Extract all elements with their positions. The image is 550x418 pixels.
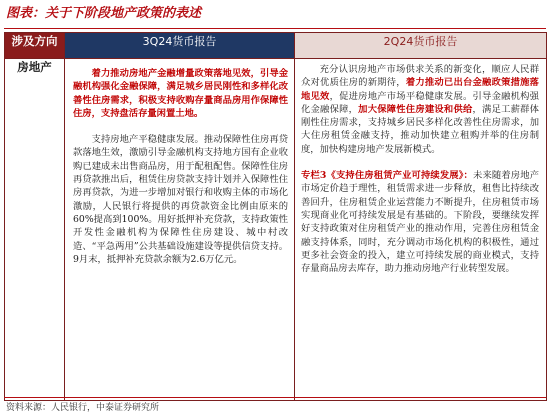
q3-emphasis-paragraph: 着力推动房地产金融增量政策落地见效，引导金融机构强化金融保障，满足城乡居民刚性和多样化改善性住房需求，积极支持收购存量商品房用作保障性住房，支持盘活存量闲置土地。 bbox=[73, 68, 288, 119]
source-divider bbox=[4, 397, 546, 398]
source-note: 资料来源：人民银行，中泰证券研究所 bbox=[6, 403, 160, 413]
q2-column-paragraph bbox=[301, 169, 539, 275]
table-row bbox=[5, 59, 547, 401]
q2-text-1: 充分认识房地产市场供求关系的新变化，顺应人民群众对优质住房的新期待， bbox=[301, 64, 539, 89]
row-label-real-estate: 房地产 bbox=[5, 59, 65, 401]
policy-table bbox=[4, 32, 547, 401]
q2-emphasis-1: 着力推动已出台金融政策措施落地见效 bbox=[301, 77, 539, 102]
q3-detail-paragraph: 支持房地产平稳健康发展。推动保障性住房再贷款落地生效，激励引导金融机构支持地方国有企业收购已建成未出售商品房，用于配租配售。保障性住房再贷款推出后，租赁住房贷款支持计划并入保障性住房再贷款，为进一步增加对银行和收购主体的市场化激励，人民银行将提供的再贷款资金比例由原来的60%提高到100%。用好抵押补充贷款，支持政策性开发性金融机构为保障性住房建设、城中村改造、“平急两用”公共基础设施建设等提供信贷支持。9月末，抵押补充贷款余额为2.6万亿元。 bbox=[73, 134, 288, 265]
table-header-row bbox=[5, 33, 547, 59]
q2-column-text: 未来随着房地产市场定价趋于理性，租赁需求进一步释放，租售比持续改善回升，住房租赁企业运营能力不断提升，住房租赁市场实现商业化可持续发展是有基础的。下阶段，要继续发挥好支持政策对住房租赁产业的推动作用，完善住房租赁金融支持体系，同时，充分调动市场化机构的积极性，通过更多社会资金的投入，建立可持续发展的商业模式，支持存量商品房去库存，助力推动房地产行业转型发展。 bbox=[301, 170, 539, 275]
figure-title: 图表：关于下阶段地产政策的表述 bbox=[4, 3, 546, 29]
header-direction: 涉及方向 bbox=[5, 33, 65, 59]
q2-column-title: 专栏3《支持住房租赁产业可持续发展》： bbox=[301, 170, 474, 182]
q2-report-cell bbox=[295, 59, 547, 401]
q2-main-paragraph bbox=[301, 63, 539, 156]
q3-report-cell bbox=[65, 59, 295, 401]
q2-text-2: ，促进房地产市场平稳健康发展。引导金融机构强化金融保障， bbox=[301, 90, 539, 115]
q2-text-3: ，满足工薪群体刚性住房需求，支持城乡居民多样化改善性住房需求，加大住房租赁金融支持，推动加快建立租购并举的住房制度，加快构建房地产发展新模式。 bbox=[301, 103, 539, 155]
q2-emphasis-2: 加大保障性住房建设和供给 bbox=[358, 103, 473, 115]
header-2q24-report: 2Q24货币报告 bbox=[295, 33, 547, 59]
header-3q24-report: 3Q24货币报告 bbox=[65, 33, 295, 59]
